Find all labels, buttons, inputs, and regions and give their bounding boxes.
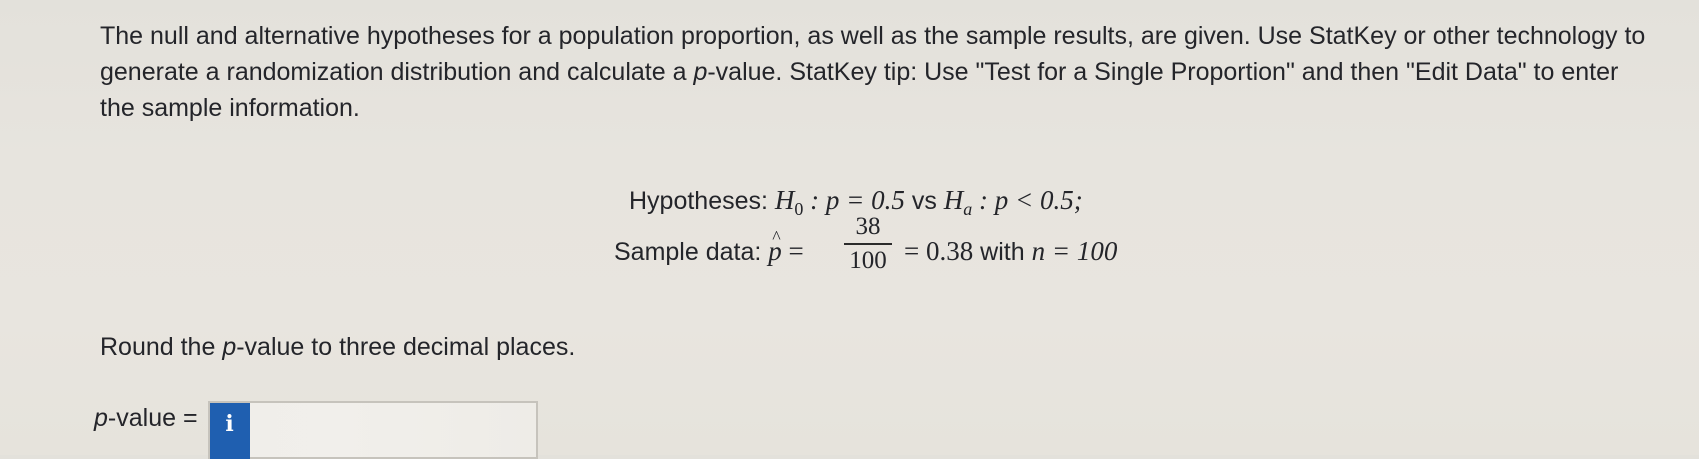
fraction (844, 211, 892, 277)
question-prompt-part2: -value. StatKey tip: Use "Test for a Single Proportion" and then "Edit Data" to enter the sample information. (100, 58, 1619, 122)
sample-data-line (614, 213, 1154, 285)
sample-result: = 0.38 (904, 236, 974, 266)
fraction-denominator: 100 (849, 247, 887, 274)
question-prompt-part1: The null and alternative hypotheses for a population proportion, as well as the sample results, are given. Use StatKey or other technology to generate a randomization distribution and calculate a (100, 22, 1646, 86)
p-value-input[interactable] (208, 401, 538, 459)
with-text: with (973, 238, 1032, 266)
h0-expression: : p = 0.5 (803, 185, 905, 215)
h0-subscript: 0 (794, 199, 804, 219)
question-text (100, 18, 1650, 126)
info-icon[interactable] (210, 403, 250, 459)
h0-symbol: H (774, 185, 795, 215)
round-prefix: Round the (100, 333, 223, 361)
sample-label: Sample data: (614, 238, 769, 266)
round-p-italic: p (222, 333, 237, 361)
answer-row (94, 398, 538, 438)
equals-sign: = (781, 236, 804, 266)
info-icon-glyph: i (225, 411, 234, 437)
answer-label-suffix: -value = (107, 404, 198, 432)
ha-subscript: a (963, 199, 973, 219)
sample-right (904, 233, 1117, 270)
n-expression: n = 100 (1031, 236, 1118, 266)
vs-text: vs (904, 187, 944, 215)
answer-label (94, 402, 198, 434)
p-hat-symbol: ^ p (768, 233, 782, 269)
round-instruction (100, 331, 575, 363)
hypotheses-label: Hypotheses: (629, 187, 775, 215)
ha-symbol: H (943, 185, 964, 215)
answer-label-p: p (94, 404, 108, 432)
question-p-italic: p (693, 58, 708, 86)
ha-expression: : p < 0.5; (972, 185, 1083, 215)
sample-left (614, 233, 804, 270)
fraction-numerator: 38 (844, 211, 892, 245)
round-suffix: -value to three decimal places. (236, 333, 576, 361)
